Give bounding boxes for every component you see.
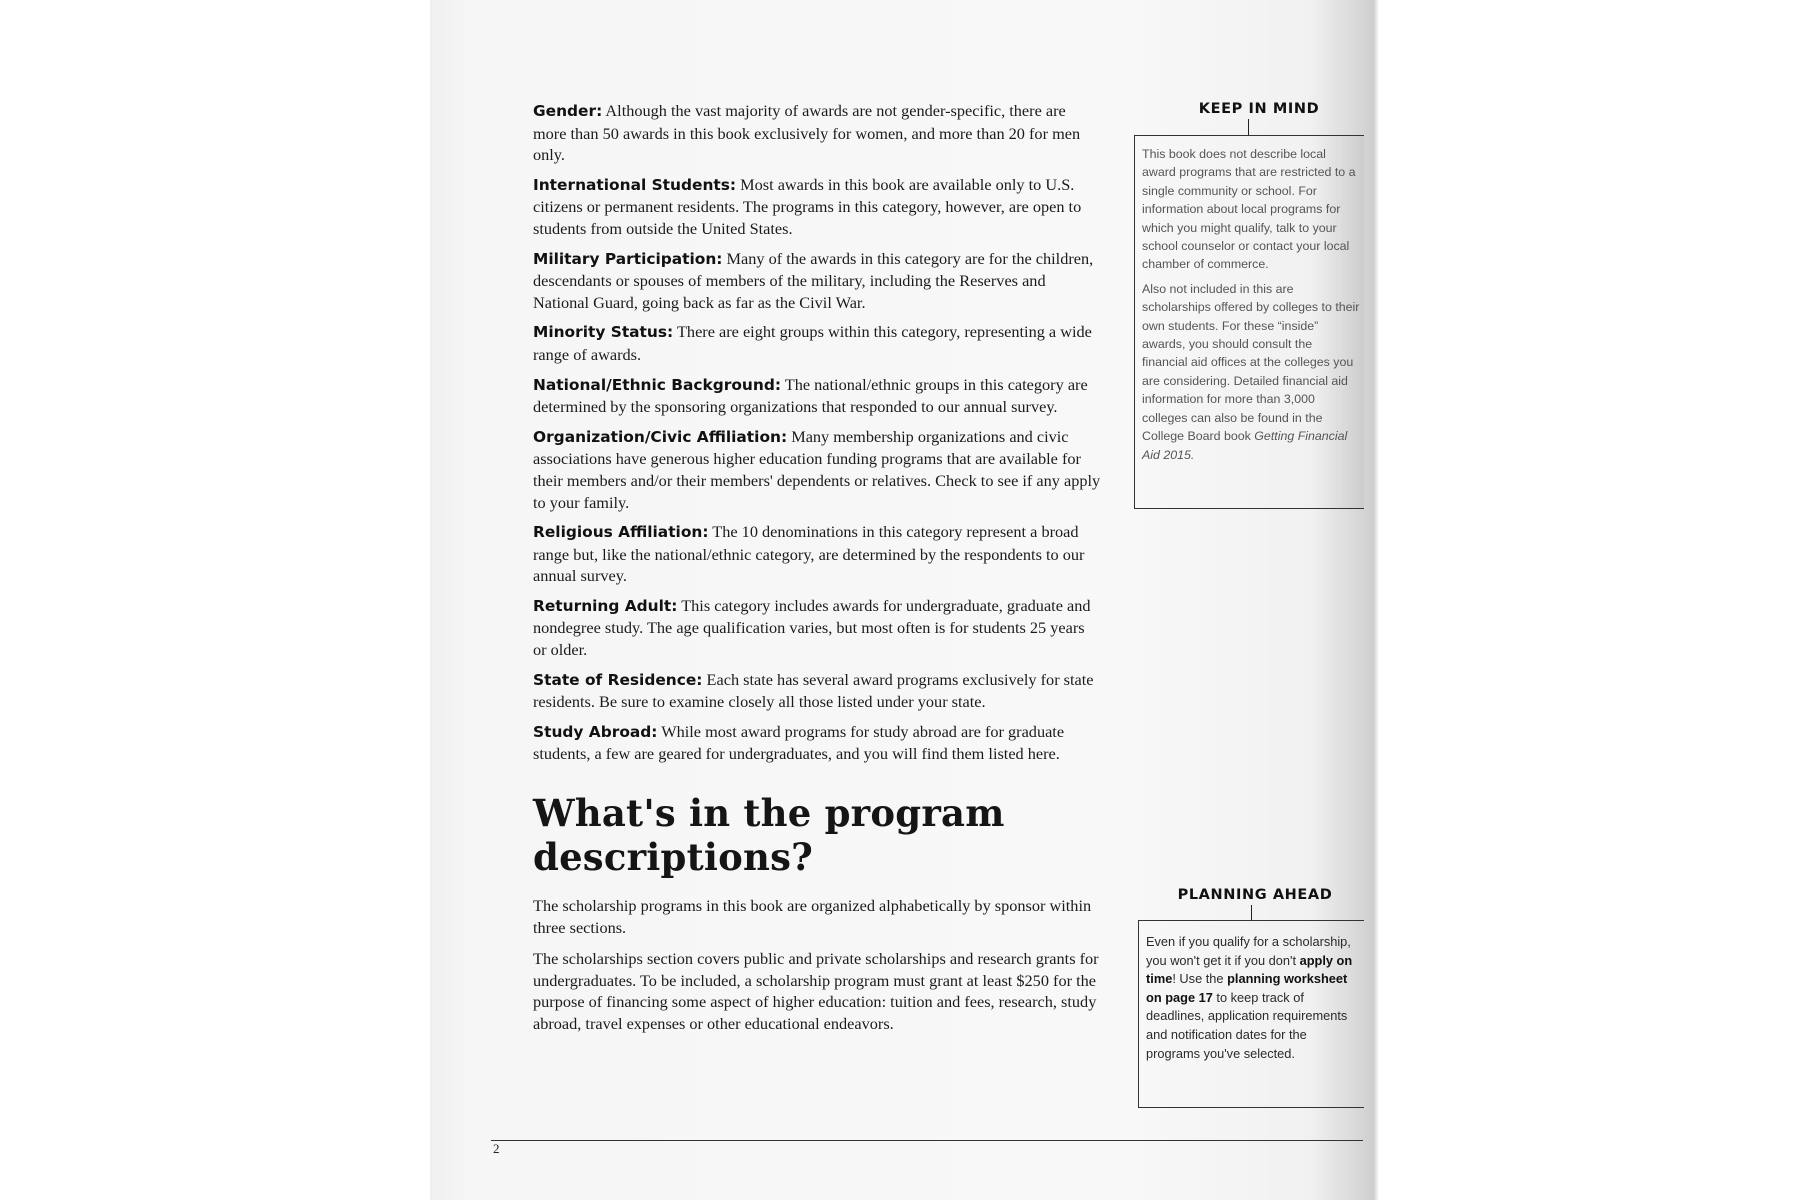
page-edge-shadow	[1373, 0, 1379, 1200]
section-heading: What's in the program descriptions?	[533, 791, 1005, 880]
page-number: 2	[493, 1141, 500, 1156]
keep-in-mind-box	[1134, 135, 1364, 509]
planning-text: to keep track of deadlines, application requirements and notification dates for the programs you've selected.	[1146, 989, 1348, 1061]
planning-worksheet-reference: planning worksheet on page 17	[1146, 971, 1348, 1005]
category-entry	[533, 521, 1101, 587]
category-term: Study Abroad:	[533, 722, 658, 741]
planning-ahead-box	[1138, 920, 1364, 1108]
keep-in-mind-paragraph	[1142, 280, 1360, 464]
keep-in-mind-title: KEEP IN MIND	[1198, 101, 1320, 117]
category-entry	[533, 174, 1101, 240]
category-description: Each state has several award programs exclusively for state residents. Be sure to examine closely all those listed under your state.	[533, 669, 1094, 712]
planning-ahead-connector	[1251, 905, 1252, 920]
footer-rule	[491, 1140, 1363, 1141]
section-paragraph: The scholarship programs in this book are organized alphabetically by sponsor within three sections.	[533, 896, 1092, 937]
category-entry	[533, 426, 1101, 513]
planning-ahead-title: PLANNING AHEAD	[1177, 887, 1333, 903]
category-description: There are eight groups within this category, representing a wide range of awards.	[533, 322, 1092, 364]
category-term: International Students:	[533, 175, 737, 194]
category-term: State of Residence:	[533, 670, 703, 689]
category-term: Religious Affiliation:	[533, 523, 709, 542]
planning-text: Even if you qualify for a scholarship, you won't get it if you don't	[1146, 934, 1351, 968]
category-description: Many membership organizations and civic associations have generous higher education funding programs that are available for their members and/or their members' dependents or relatives. Check to see if any apply to your family.	[533, 426, 1101, 512]
category-description: While most award programs for study abroad are for graduate students, a few are geared for undergraduates, and you will find them listed here.	[533, 721, 1065, 764]
category-term: Minority Status:	[533, 323, 674, 342]
category-term: Organization/Civic Affiliation:	[533, 427, 788, 446]
category-term: National/Ethnic Background:	[533, 375, 781, 394]
category-description: Most awards in this book are available only to U.S. citizens or permanent residents. The programs in this category, however, are open to students from outside the United States.	[533, 174, 1082, 238]
category-entry	[533, 248, 1101, 314]
planning-text: ! Use the	[1172, 971, 1224, 987]
planning-bold: apply on time	[1146, 952, 1353, 987]
category-description: The national/ethnic groups in this category are determined by the sponsoring organizations that responded to our annual survey.	[533, 374, 1088, 417]
category-entry	[533, 374, 1101, 418]
category-description: This category includes awards for undergraduate, graduate and nondegree study. The age qualification varies, but most often is for students 25 years or older.	[533, 595, 1091, 660]
category-description: Many of the awards in this category are for the children, descendants or spouses of members of the military, including the Reserves and National Guard, going back as far as the Civil War.	[533, 248, 1094, 312]
category-description: Although the vast majority of awards are not gender-specific, there are more than 50 awards in this book exclusively for women, and more than 20 for men only.	[533, 101, 1081, 165]
book-title: Getting Financial Aid 2015.	[1142, 429, 1348, 462]
category-entry	[533, 669, 1101, 713]
category-term: Gender:	[533, 102, 603, 120]
keep-in-mind-connector	[1248, 119, 1249, 135]
section-paragraph: The scholarships section covers public and private scholarships and research grants for undergraduates. To be included, a scholarship program must grant at least $250 for the purpose of financing some aspect of higher education: tuition and fees, research, study abroad, travel expenses or other educational endeavors.	[533, 949, 1099, 1033]
category-list	[533, 100, 1101, 765]
category-entry	[533, 721, 1101, 765]
category-entry	[533, 321, 1101, 365]
category-entry	[533, 100, 1101, 166]
category-term: Returning Adult:	[533, 596, 678, 615]
main-column	[533, 100, 1101, 1045]
keep-in-mind-paragraph-text: Also not included in this are scholarships offered by colleges to their own students. For these “inside” awards, you should consult the financial aid offices at the colleges you are considering. Detailed financial aid information for more than 3,000 colleges can also be found in the College Board book	[1142, 281, 1360, 444]
category-term: Military Participation:	[533, 249, 723, 268]
category-description: The 10 denominations in this category represent a broad range but, like the national/ethnic category, are determined by the respondents to our annual survey.	[533, 522, 1085, 586]
keep-in-mind-paragraph: This book does not describe local award programs that are restricted to a single community or school. For information about local programs for which you might qualify, talk to your school counselor or contact your local chamber of commerce.	[1142, 147, 1356, 272]
category-entry	[533, 595, 1101, 661]
